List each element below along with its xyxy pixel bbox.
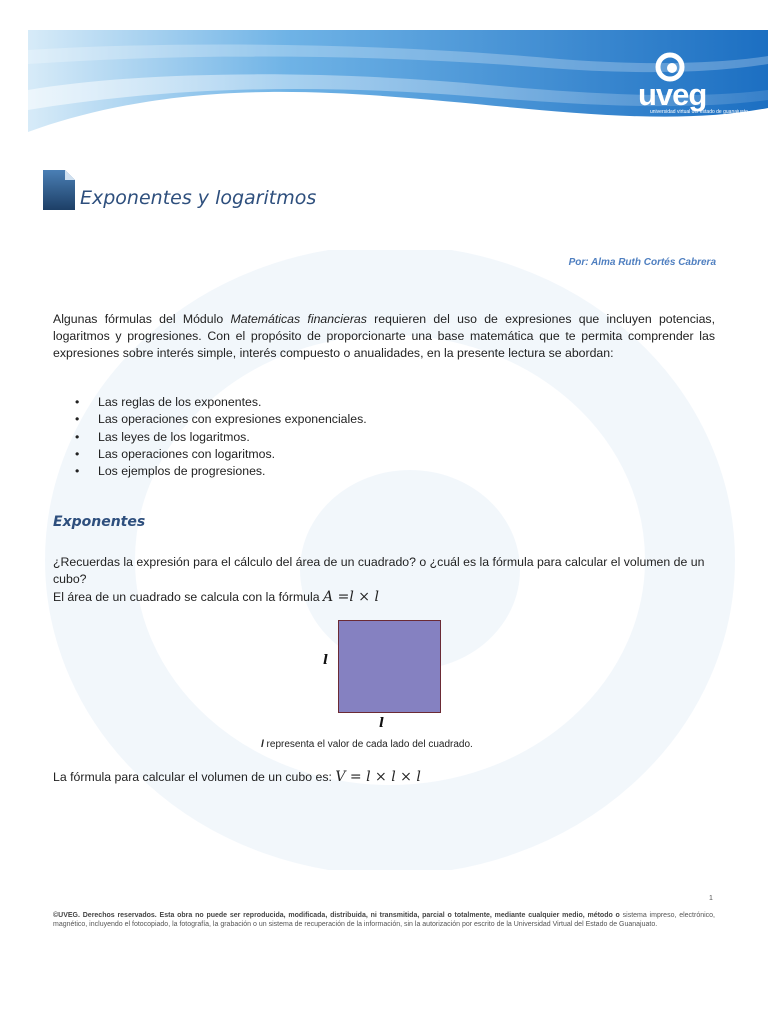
formula-var: A	[323, 589, 334, 605]
formula-var: l	[416, 769, 421, 785]
formula-op: =	[337, 589, 350, 605]
section-title: Exponentes	[53, 514, 146, 530]
page-title: Exponentes y logaritmos	[80, 187, 317, 209]
formula-op: ×	[400, 769, 412, 785]
list-item: • Las leyes de los logaritmos.	[75, 429, 367, 446]
formula-var: l	[391, 769, 396, 785]
list-item: • Las reglas de los exponentes.	[75, 394, 367, 411]
formula-op: ×	[358, 589, 370, 605]
list-item: • Los ejemplos de progresiones.	[75, 463, 367, 480]
author-line: Por: Alma Ruth Cortés Cabrera	[568, 257, 716, 268]
formula-var: l	[366, 769, 371, 785]
area-paragraph	[53, 589, 715, 606]
intro-text-start: Algunas fórmulas del Módulo	[53, 312, 231, 326]
area-text: El área de un cuadrado se calcula con la fórmula	[53, 590, 324, 604]
document-icon	[43, 170, 75, 210]
module-name: Matemáticas financieras	[230, 312, 367, 326]
side-label-bottom: l	[379, 716, 384, 731]
copyright-footer	[53, 911, 715, 929]
question-paragraph: ¿Recuerdas la expresión para el cálculo del área de un cuadrado? o ¿cuál es la fórmula para calcular el volumen de un cubo?	[53, 555, 705, 586]
list-item: • Las operaciones con logaritmos.	[75, 446, 367, 463]
volume-paragraph	[53, 769, 715, 786]
area-formula	[323, 589, 379, 605]
side-label-left: l	[323, 653, 328, 668]
copyright-rest: sistema impreso, electrónico, magnético, incluyendo el fotocopiado, la fotografía, la grabación o un sistema de recuperación de la información, sin la autorización por escrito de la Universidad Virtual del Estado de Guanajuato.	[53, 912, 715, 928]
copyright-bold: ©UVEG. Derechos reservados. Esta obra no puede ser reproducida, modificada, distribuida, ni transmitida, parcial o totalmente, mediante cualquier medio, método o	[53, 912, 620, 919]
topics-list	[75, 394, 367, 480]
page-number: 1	[709, 895, 713, 902]
logo-text: uveg	[638, 77, 707, 112]
figure-caption	[261, 739, 473, 750]
volume-text: La fórmula para calcular el volumen de un cubo es:	[53, 770, 336, 784]
formula-op: ×	[375, 769, 387, 785]
formula-var: l	[349, 589, 354, 605]
square-figure	[338, 620, 441, 713]
intro-paragraph	[53, 311, 715, 362]
volume-formula	[335, 769, 421, 785]
logo-subtext: universidad virtual del estado de guanajuato	[650, 109, 748, 115]
list-item: • Las operaciones con expresiones exponenciales.	[75, 411, 367, 428]
caption-variable: l	[261, 739, 264, 750]
intro-text-end: requieren del uso de expresiones que incluyen potencias, logaritmos y progresiones. Con el propósito de proporcionarte una base matemática que te permita comprender las expresiones sobre interés simple, interés compuesto o anualidades, en la presente lectura se abordan:	[53, 312, 715, 360]
formula-var: V	[335, 769, 346, 785]
formula-op: =	[349, 769, 362, 785]
formula-var: l	[374, 589, 379, 605]
caption-text: representa el valor de cada lado del cuadrado.	[263, 739, 473, 750]
